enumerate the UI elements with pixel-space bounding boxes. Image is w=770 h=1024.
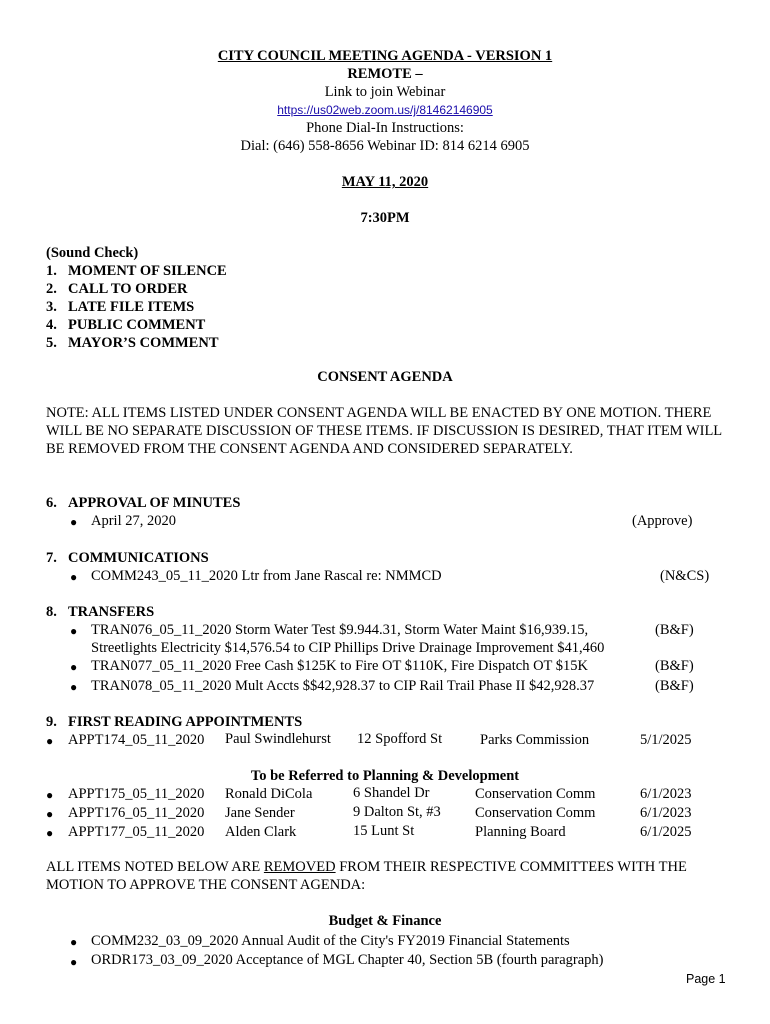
appointment-id: APPT176_05_11_2020	[68, 805, 205, 821]
appointment-date: 5/1/2025	[640, 732, 692, 748]
appointment-id: APPT175_05_11_2020	[68, 786, 205, 802]
section-number: 9.	[46, 714, 57, 730]
item-number: 2.	[46, 281, 57, 297]
list-item	[46, 299, 57, 316]
transfer-action: (B&F)	[655, 658, 694, 674]
item-moment-of-silence: MOMENT OF SILENCE	[68, 263, 227, 279]
agenda-title: CITY COUNCIL MEETING AGENDA - VERSION 1	[217, 48, 553, 64]
remote-label: REMOTE –	[347, 66, 423, 82]
item-number: 4.	[46, 317, 57, 333]
webinar-link[interactable]: https://us02web.zoom.us/j/81462146905	[277, 103, 493, 117]
removed-text-post: FROM THEIR RESPECTIVE COMMITTEES WITH THE	[335, 859, 687, 875]
item-mayors-comment: MAYOR’S COMMENT	[68, 335, 219, 351]
bullet-icon: ●	[46, 788, 54, 802]
dial-info: Dial: (646) 558-8656 Webinar ID: 814 6214 6905	[240, 138, 530, 154]
appointment-address: 6 Shandel Dr	[353, 785, 430, 801]
bullet-icon: ●	[70, 955, 78, 969]
phone-label: Phone Dial-In Instructions:	[306, 120, 464, 136]
bullet-icon: ●	[46, 826, 54, 840]
appointment-address: 15 Lunt St	[353, 823, 415, 839]
item-call-to-order: CALL TO ORDER	[68, 281, 188, 297]
link-label: Link to join Webinar	[324, 84, 446, 100]
minutes-action: (Approve)	[632, 513, 693, 529]
bullet-icon: ●	[70, 624, 78, 638]
transfer-action: (B&F)	[655, 678, 694, 694]
consent-note: NOTE: ALL ITEMS LISTED UNDER CONSENT AGENDA WILL BE ENACTED BY ONE MOTION. THERE WILL BE NO SEPARATE DISCUSSION OF THESE ITEMS. IF DISCUSSION IS DESIRED, THAT ITEM WILL BE REMOVED FROM THE CONSENT AGENDA AND CONSIDERED SEPARATELY.	[46, 405, 722, 457]
budget-heading: Budget & Finance	[328, 913, 442, 929]
appointment-address: 12 Spofford St	[357, 731, 443, 747]
appointments-heading: FIRST READING APPOINTMENTS	[68, 714, 303, 730]
item-late-file: LATE FILE ITEMS	[68, 299, 195, 315]
transfers-heading: TRANSFERS	[68, 604, 155, 620]
bullet-icon: ●	[70, 680, 78, 694]
meeting-time: 7:30PM	[360, 210, 410, 226]
removed-text-pre: ALL ITEMS NOTED BELOW ARE	[46, 859, 264, 875]
transfer-item-line1: TRAN076_05_11_2020 Storm Water Test $9.944.31, Storm Water Maint $16,939.15,	[91, 622, 589, 638]
sound-check: (Sound Check)	[46, 245, 139, 261]
item-public-comment: PUBLIC COMMENT	[68, 317, 206, 333]
communications-action: (N&CS)	[660, 568, 710, 584]
appointment-date: 6/1/2023	[640, 805, 692, 821]
transfer-item: TRAN077_05_11_2020 Free Cash $125K to Fire OT $110K, Fire Dispatch OT $15K	[91, 658, 588, 674]
bullet-icon: ●	[46, 807, 54, 821]
minutes-heading: APPROVAL OF MINUTES	[68, 495, 241, 511]
appointment-board: Conservation Comm	[475, 786, 596, 802]
bullet-icon: ●	[46, 734, 54, 748]
communications-item: COMM243_05_11_2020 Ltr from Jane Rascal re: NMMCD	[91, 568, 442, 584]
appointment-board: Parks Commission	[480, 732, 590, 748]
budget-item: ORDR173_03_09_2020 Acceptance of MGL Chapter 40, Section 5B (fourth paragraph)	[91, 952, 604, 968]
budget-item: COMM232_03_09_2020 Annual Audit of the City's FY2019 Financial Statements	[91, 933, 570, 949]
list-item	[46, 317, 57, 334]
appointment-date: 6/1/2025	[640, 824, 692, 840]
appointment-address: 9 Dalton St, #3	[353, 804, 441, 820]
consent-heading: CONSENT AGENDA	[317, 369, 453, 385]
appointment-board: Conservation Comm	[475, 805, 596, 821]
appointment-board: Planning Board	[475, 824, 566, 840]
item-number: 3.	[46, 299, 57, 315]
section-number: 8.	[46, 604, 57, 620]
appointment-date: 6/1/2023	[640, 786, 692, 802]
transfer-action: (B&F)	[655, 622, 694, 638]
bullet-icon: ●	[70, 935, 78, 949]
bullet-icon: ●	[70, 515, 78, 529]
removed-note	[46, 859, 687, 876]
appointment-name: Ronald DiCola	[225, 786, 313, 802]
referred-heading: To be Referred to Planning & Development	[250, 768, 520, 784]
section-number: 6.	[46, 495, 57, 511]
removed-keyword: REMOVED	[263, 859, 336, 875]
removed-note-line2: MOTION TO APPROVE THE CONSENT AGENDA:	[46, 877, 366, 893]
list-item	[46, 281, 57, 298]
bullet-icon: ●	[70, 660, 78, 674]
list-item	[46, 335, 57, 352]
section-number: 7.	[46, 550, 57, 566]
appointment-name: Paul Swindlehurst	[225, 731, 331, 747]
appointment-name: Jane Sender	[225, 805, 295, 821]
appointment-id: APPT174_05_11_2020	[68, 732, 205, 748]
transfer-item: TRAN078_05_11_2020 Mult Accts $$42,928.37 to CIP Rail Trail Phase II $42,928.37	[91, 678, 595, 694]
transfer-item-line2: Streetlights Electricity $14,576.54 to CIP Phillips Drive Drainage Improvement $41,460	[91, 640, 605, 656]
minutes-item: April 27, 2020	[91, 513, 176, 529]
item-number: 1.	[46, 263, 57, 279]
page-number: Page 1	[686, 972, 726, 986]
bullet-icon: ●	[70, 570, 78, 584]
list-item	[46, 263, 57, 280]
appointment-id: APPT177_05_11_2020	[68, 824, 205, 840]
appointment-name: Alden Clark	[225, 824, 297, 840]
item-number: 5.	[46, 335, 57, 351]
communications-heading: COMMUNICATIONS	[68, 550, 209, 566]
meeting-date: MAY 11, 2020	[341, 174, 429, 190]
